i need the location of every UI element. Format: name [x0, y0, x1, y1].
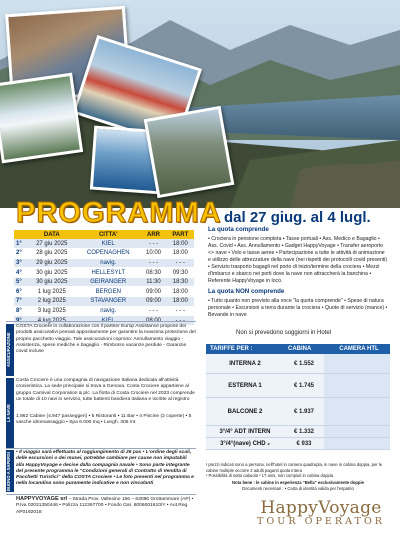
- includes-title: La quota comprende: [208, 226, 269, 233]
- good-to-know-tab: BUONO A SAPERSI: [6, 450, 14, 492]
- tariff-row: [206, 426, 390, 438]
- itinerary-row: [14, 306, 194, 316]
- city-cell: STAVANGER: [76, 297, 140, 307]
- departure-cell: - - -: [167, 258, 194, 268]
- excludes-text: • Tutto quanto non previsto alla voce "la quota comprende" • Spese di natura personale • Escursioni a terra durante la crociera • Quote di servizio (mance) • Bevande in nave: [208, 297, 388, 318]
- ship-text: Costa Crociere è una compagnia di navigazione Italiana dedicata all'attività crocieristica. La sede principale si trova a Genova. Costa Crociere appartiene al gruppo Carnival Corporation & plc. La flotta di Costa Crociere nel 2023 comprende un totale di 10 navi in servizio, tutte battenti bandiera italiana e iscritte al registro: [16, 378, 195, 402]
- tariff-row: [206, 354, 390, 374]
- quota-includes-section: [208, 226, 388, 321]
- city-cell: navig.: [76, 258, 140, 268]
- arrival-cell: 09:00: [140, 287, 166, 297]
- day-number: 2°: [14, 249, 27, 259]
- tariff-cabin-type: BALCONE 2: [227, 408, 263, 415]
- header-empty: [14, 230, 27, 239]
- city-cell: KIEL: [76, 239, 140, 249]
- logo-name: HappyVoyage: [260, 498, 382, 518]
- city-cell: navig.: [76, 306, 140, 316]
- ship-facilities-text: 1.862 Cabine (4.947 passeggeri) • 5 Ristoranti • 11 Bar • 4 Piscine (2 coperte) • 5 vasche idromassaggio • Spa 6.000 mq • Lungh. 306 mt: [16, 414, 192, 426]
- tariff-hotel-cell: [324, 374, 390, 397]
- includes-text: • Crociera in pensione completa • Tasse portuali • Ass. Medico e Bagaglio • Ass. Covid • Ass. Annullamento • Gadget HappyVoyage • Transfer aeroporto <> nave • Volo e tasse aeree • Partecipazione a tutte le attività di animazione e utilizzo delle attrezzature della nave (nei rispetti dei protocolli covid presenti) • Servizio trasporto bagagli nel porto di inizio/termine della crociera • Mezzi d'imbarco e sbarco nei porti dove la nave non attraccherà la banchina • Referente HappyVoyage in loco.: [208, 236, 388, 284]
- day-number: 1°: [14, 239, 27, 249]
- tariff-hotel-cell: [324, 438, 390, 449]
- city-cell: GEIRANGER: [76, 277, 140, 287]
- tariff-price: € 1.745: [293, 382, 315, 389]
- hotel-note: Non si prevedono soggiorni in Hotel: [236, 330, 332, 336]
- itinerary-row: [14, 268, 194, 278]
- departure-cell: - - -: [167, 306, 194, 316]
- date-cell: 30 giu 2025: [27, 277, 76, 287]
- date-cell: 30 giu 2025: [27, 268, 76, 278]
- excludes-title: La quota NON comprende: [208, 287, 285, 295]
- fine-print: [206, 462, 390, 491]
- departure-cell: 18:30: [167, 277, 194, 287]
- logo-tagline: TOUR OPERATOR: [256, 516, 386, 527]
- itinerary-row: [14, 297, 194, 307]
- arrival-cell: - - -: [140, 306, 166, 316]
- tariff-price: € 1.552: [293, 360, 315, 367]
- trip-dates: dal 27 giug. al 4 lugl.: [224, 209, 371, 226]
- fine-print-documents: Documenti necessari : • Carta di identità valida per l'espatrio: [242, 485, 354, 491]
- arrival-cell: - - -: [140, 258, 166, 268]
- day-number: 7°: [14, 297, 27, 307]
- day-number: 4°: [14, 268, 27, 278]
- departure-cell: 18:00: [167, 239, 194, 249]
- photo-waterfall: [0, 73, 83, 164]
- header-departure: PART: [167, 230, 194, 239]
- itinerary-row: [14, 249, 194, 259]
- good-to-know-text: • Il viaggio sarà effettuato al raggiungimento di 26 pax • L'ordine degli scali, delle escursioni o dei musei, potrebbe cambiare per cause non imputabili alla HappyVoyage e decise dalla compagnia navale • Sono parte integrante del presente programma le "Condizioni generali di Contratto di Vendita di Pacchetti Turistici" della COSTA Crociere • Le foto presenti nel programma e nella locandina sono puramente indicative e non vincolanti: [16, 450, 194, 487]
- fine-print-footnotes: ¹ Possibilità di sotto cabuola ² 17 anni, non compiuti in cabina doppia: [206, 473, 334, 479]
- happyvoyage-logo: [246, 498, 396, 527]
- tariff-cabin-type: 3°/4° ADT INTERN: [219, 428, 271, 435]
- itinerary-row: [14, 258, 194, 268]
- date-cell: 28 giu 2025: [27, 249, 76, 259]
- date-cell: 3 lug 2025: [27, 306, 76, 316]
- departure-cell: 18:00: [167, 287, 194, 297]
- date-cell: 27 giu 2025: [27, 239, 76, 249]
- divider: [6, 448, 196, 449]
- programme-title: PROGRAMMA: [16, 197, 222, 229]
- itinerary-row: [14, 287, 194, 297]
- tariff-row: [206, 374, 390, 398]
- itinerary-header-row: [14, 230, 194, 239]
- tariff-hotel-cell: [324, 354, 390, 373]
- date-cell: 1 lug 2025: [27, 287, 76, 297]
- tariff-row: [206, 438, 390, 450]
- city-cell: COPENAGHEN: [76, 249, 140, 259]
- arrival-cell: 09:00: [140, 297, 166, 307]
- tariff-price: € 1.332: [293, 428, 315, 435]
- header-arrival: ARR: [140, 230, 166, 239]
- tariff-hotel-cell: [324, 398, 390, 425]
- tariff-table: [206, 344, 390, 450]
- header-city: CITTA': [76, 230, 140, 239]
- header-date: DATA: [27, 230, 76, 239]
- arrival-cell: 11:30: [140, 277, 166, 287]
- departure-cell: 09:30: [167, 268, 194, 278]
- fine-print-note: Nota bene : le cabine in esperienza "Bella" esclusivamente doppie: [232, 480, 364, 486]
- arrival-cell: 10:00: [140, 249, 166, 259]
- company-name: HAPPYVOYAGE srl: [16, 496, 68, 502]
- divider: [6, 321, 196, 322]
- arrival-cell: 08:30: [140, 268, 166, 278]
- fine-print-prices: I prezzi indicati sono a persona, nell'hotel in camera quadrupla, in nave in cabina doppia, per le cabine multiple occorre 2 adulti paganti quota intera: [206, 462, 383, 473]
- day-number: 6°: [14, 287, 27, 297]
- tariff-price: € 933: [296, 440, 312, 447]
- city-cell: BERGEN: [76, 287, 140, 297]
- divider: [6, 494, 196, 495]
- company-info: [16, 496, 196, 534]
- tariff-header-cabin: CABINA: [288, 346, 312, 352]
- day-number: 5°: [14, 277, 27, 287]
- departure-cell: 18:00: [167, 297, 194, 307]
- tariff-price: € 1.937: [293, 408, 315, 415]
- insurance-tab: ASSICURAZIONE: [6, 324, 14, 376]
- tariff-hotel-cell: [324, 426, 390, 437]
- tariff-row: [206, 398, 390, 426]
- tariff-header: [206, 344, 390, 354]
- photo-cliff-view: [144, 106, 235, 198]
- itinerary-row: [14, 239, 194, 249]
- company-address: – Strada Prov. Valtesino 156 – 63086 Grottammare (AP) • P.Iva 02031350446 • Polizza 112367700 • Fondo Gar. 6006001610/Y • Aut.Reg. AP0192018: [16, 497, 194, 515]
- arrival-cell: - - -: [140, 239, 166, 249]
- day-number: 3°: [14, 258, 27, 268]
- day-number: 8°: [14, 306, 27, 316]
- itinerary-table: [14, 230, 194, 326]
- hero-photo-collage: [0, 0, 400, 208]
- tariff-header-label: TARIFFE PER :: [210, 346, 253, 352]
- tariff-header-hotel: CAMERA HTL: [339, 346, 379, 352]
- city-cell: HELLESYLT: [76, 268, 140, 278]
- date-cell: 29 giu 2025: [27, 258, 76, 268]
- tariff-cabin-type: INTERNA 2: [229, 360, 261, 367]
- tariff-cabin-type: ESTERNA 1: [228, 382, 262, 389]
- itinerary-row: [14, 277, 194, 287]
- ship-tab: LA NAVE: [6, 378, 14, 448]
- departure-cell: 18:00: [167, 249, 194, 259]
- insurance-text: COSTA Crociere in collaborazione con il partner Europ Assistance propone dei prodotti assicurativi pensati appositamente per garantire la massima protezione del proprio pacchetto viaggio. Tale assicurazioni coprono: Annullamento viaggio - Assistenza, spese mediche e bagaglio - Rimborso vacanze perdute - Garanzie covid incluse: [16, 324, 196, 355]
- date-cell: 2 lug 2025: [27, 297, 76, 307]
- tariff-cabin-type: 3°/4°(nave) CHD ₂: [220, 440, 270, 447]
